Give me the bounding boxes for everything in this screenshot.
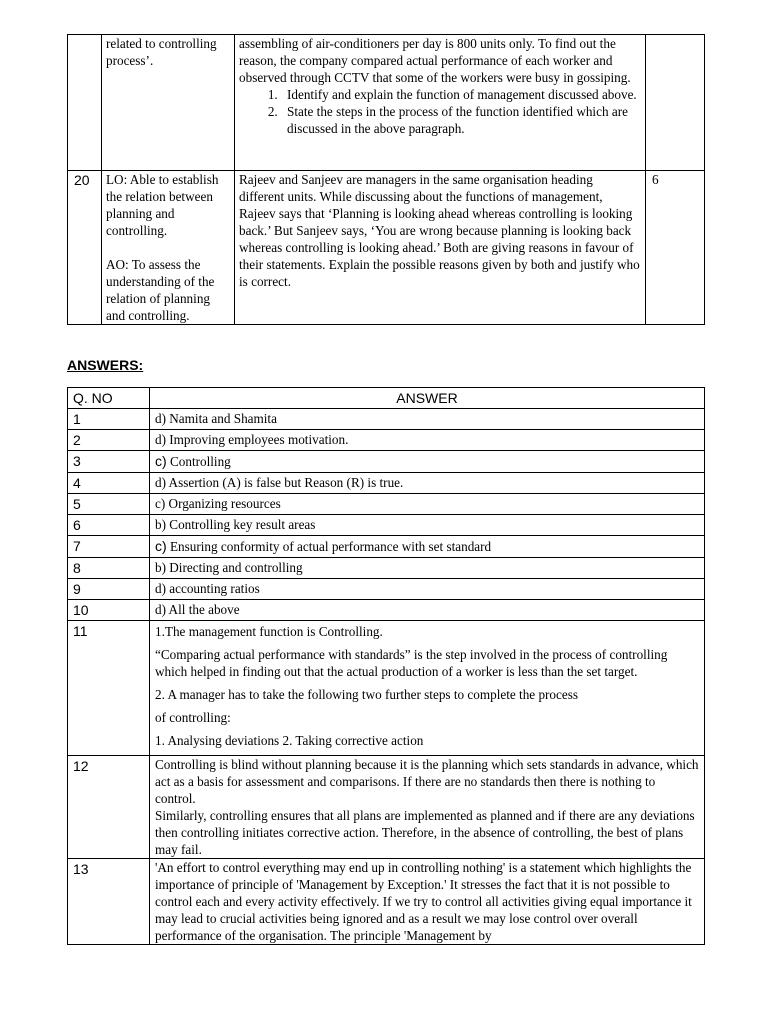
question-number: 10 bbox=[68, 600, 150, 621]
question-number: 2 bbox=[68, 430, 150, 451]
subquestion-item: 2. State the steps in the process of the function identified which are discussed in the above paragraph. bbox=[281, 103, 641, 137]
answer-option: c) bbox=[155, 453, 167, 469]
answers-heading: ANSWERS: bbox=[67, 357, 144, 373]
question-cell bbox=[235, 35, 646, 171]
lo-cell bbox=[102, 171, 235, 325]
question-text: Rajeev and Sanjeev are managers in the same organisation heading different units. While discussing about the functions of management, Rajeev says that ‘Planning is looking ahead whereas controlling is looking back.’ But Sanjeev says, ‘You are wrong because planning is looking back whereas controlling is looking ahead.’ Both are giving reasons in favour of their statements. Explain the possible reasons given by both and justify who is correct. bbox=[239, 172, 640, 289]
question-number: 8 bbox=[68, 558, 150, 579]
question-row-19 bbox=[68, 35, 705, 171]
answer-row bbox=[68, 558, 705, 579]
answer-paragraph: Controlling is blind without planning because it is the planning which sets standards in advance, which act as a basis for assessment and comparisons. If there are no standards then there is nothing to control. bbox=[155, 757, 699, 806]
answer-text: d) Improving employees motivation. bbox=[150, 430, 705, 451]
answer-paragraph: 1. Analysing deviations 2. Taking corrective action bbox=[155, 733, 424, 748]
answer-paragraph: 'An effort to control everything may end up in controlling nothing' is a statement which highlights the importance of principle of 'Management by Exception.' It stresses the fact that it is not possible to control each and every activity effectively. If we try to control all activities giving equal importance it may lead to crucial activities being ignored and as a result we may lose control over overall performance of the organisation. The principle 'Management by bbox=[155, 860, 692, 943]
subquestion-item: 1. Identify and explain the function of management discussed above. bbox=[281, 86, 641, 103]
question-table bbox=[67, 34, 705, 325]
answer-text bbox=[150, 621, 705, 756]
marks-value: 6 bbox=[652, 172, 659, 187]
answer-option: c) bbox=[155, 538, 167, 554]
answer-row bbox=[68, 473, 705, 494]
answer-text bbox=[150, 451, 705, 473]
answer-paragraph: “Comparing actual performance with standards” is the step involved in the process of controlling which helped in finding out that the actual production of a worker is less than the set target. bbox=[155, 647, 668, 679]
answer-text: d) Assertion (A) is false but Reason (R) is true. bbox=[150, 473, 705, 494]
marks-cell bbox=[646, 171, 705, 325]
answers-header-row bbox=[68, 388, 705, 409]
question-number: 6 bbox=[68, 515, 150, 536]
answer-text: d) All the above bbox=[150, 600, 705, 621]
lo-cell bbox=[102, 35, 235, 171]
answer-paragraph: Similarly, controlling ensures that all plans are implemented as planned and if there are any deviations then controlling initiates corrective action. Therefore, in the absence of controlling, the best of plans may fail. bbox=[155, 808, 695, 857]
answer-header: ANSWER bbox=[150, 388, 705, 409]
question-row-20 bbox=[68, 171, 705, 325]
answer-row bbox=[68, 536, 705, 558]
answer-text: d) Namita and Shamita bbox=[150, 409, 705, 430]
answer-row bbox=[68, 409, 705, 430]
answer-row-12 bbox=[68, 756, 705, 859]
question-number: 9 bbox=[68, 579, 150, 600]
answer-row-11 bbox=[68, 621, 705, 756]
answer-text: c) Organizing resources bbox=[150, 494, 705, 515]
answer-text bbox=[150, 859, 705, 945]
ao-text: AO: To assess the understanding of the relation of planning and controlling. bbox=[106, 257, 215, 323]
answer-rows bbox=[68, 409, 705, 621]
qno-header: Q. NO bbox=[68, 388, 150, 409]
question-number: 11 bbox=[68, 621, 150, 756]
answer-row bbox=[68, 600, 705, 621]
answer-text: d) accounting ratios bbox=[150, 579, 705, 600]
question-number: 13 bbox=[68, 859, 150, 945]
answer-row-13 bbox=[68, 859, 705, 945]
question-number: 5 bbox=[68, 494, 150, 515]
answer-row bbox=[68, 515, 705, 536]
question-cell bbox=[235, 171, 646, 325]
question-number: 7 bbox=[68, 536, 150, 558]
marks-cell bbox=[646, 35, 705, 171]
answer-text: b) Directing and controlling bbox=[150, 558, 705, 579]
answer-paragraph: of controlling: bbox=[155, 710, 231, 725]
answer-row bbox=[68, 451, 705, 473]
answer-text bbox=[150, 756, 705, 859]
question-text: assembling of air-conditioners per day is 800 units only. To find out the reason, the company compared actual performance of each worker and observed through CCTV that some of the workers were busy in gossiping. bbox=[239, 36, 631, 85]
question-number: 1 bbox=[68, 409, 150, 430]
answer-value: Ensuring conformity of actual performance with set standard bbox=[166, 539, 492, 554]
answer-row bbox=[68, 579, 705, 600]
subquestion-list bbox=[239, 86, 641, 137]
question-number: 20 bbox=[68, 171, 102, 325]
question-number: 3 bbox=[68, 451, 150, 473]
question-number: 12 bbox=[68, 756, 150, 859]
answers-table bbox=[67, 387, 705, 945]
answer-paragraph: 2. A manager has to take the following two further steps to complete the process bbox=[155, 687, 578, 702]
answer-text: b) Controlling key result areas bbox=[150, 515, 705, 536]
lo-text: LO: Able to establish the relation between planning and controlling. bbox=[106, 172, 219, 238]
answer-row bbox=[68, 494, 705, 515]
answer-text bbox=[150, 536, 705, 558]
answer-paragraph: 1.The management function is Controlling. bbox=[155, 624, 383, 639]
answer-value: Controlling bbox=[166, 454, 231, 469]
question-number: 4 bbox=[68, 473, 150, 494]
lo-text: related to controlling process’. bbox=[106, 36, 217, 68]
question-number-cell bbox=[68, 35, 102, 171]
answer-row bbox=[68, 430, 705, 451]
